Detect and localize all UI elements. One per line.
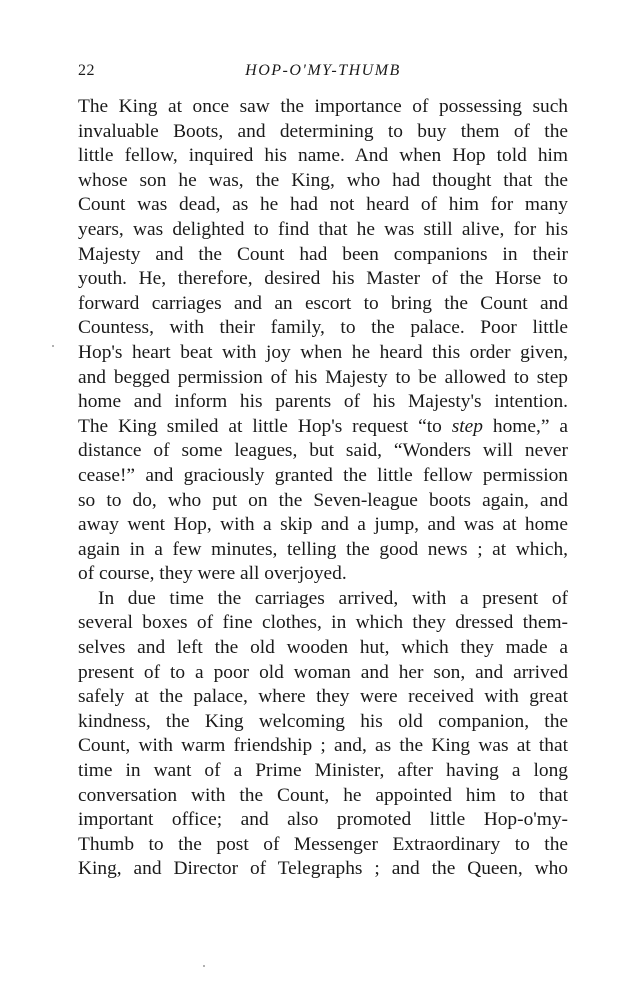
text-line: years, was delighted to find that he was still alive, for his (78, 218, 568, 240)
paragraph (78, 587, 568, 882)
text-line: conversation with the Count, he appointed him to that (78, 784, 568, 806)
text-line: safely at the palace, where they were received with great (78, 686, 568, 708)
text-line: of course, they were all overjoyed. (78, 563, 347, 585)
text-line: King, and Director of Telegraphs ; and the Queen, who (78, 858, 568, 880)
body-text (78, 95, 568, 882)
text-line: forward carriages and an escort to bring the Count and (78, 292, 568, 314)
text-line: Majesty and the Count had been companions in their (78, 243, 568, 265)
text-line: several boxes of fine clothes, in which they dressed them- (78, 612, 568, 634)
text-line: time in want of a Prime Minister, after having a long (78, 760, 568, 782)
text-segment: The King smiled at little Hop's request “to (78, 415, 452, 437)
text-line: selves and left the old wooden hut, which they made a (78, 637, 568, 659)
text-line: The King at once saw the importance of possessing such (78, 96, 568, 117)
text-line: whose son he was, the King, who had thought that the (78, 169, 568, 191)
text-line: again in a few minutes, telling the good news ; at which, (78, 538, 568, 560)
text-line: Thumb to the post of Messenger Extraordinary to the (78, 833, 568, 855)
text-line: kindness, the King welcoming his old companion, the (78, 710, 568, 732)
text-line: Count was dead, as he had not heard of him for many (78, 194, 568, 216)
print-speck (203, 965, 205, 967)
text-line: so to do, who put on the Seven-league boots again, and (78, 489, 568, 511)
text-line: youth. He, therefore, desired his Master of the Horse to (78, 268, 568, 290)
text-line: home and inform his parents of his Majesty's intention. (78, 391, 568, 413)
print-speck (52, 345, 54, 347)
text-line: In due time the carriages arrived, with a present of (98, 587, 568, 609)
text-line: away went Hop, with a skip and a jump, and was at home (78, 514, 568, 536)
text-line: present of to a poor old woman and her son, and arrived (78, 661, 568, 683)
text-line: and begged permission of his Majesty to be allowed to step (78, 366, 568, 388)
text-line: cease!” and graciously granted the little fellow permission (78, 464, 568, 486)
text-segment: home,” a (482, 415, 568, 437)
text-line (78, 415, 568, 440)
text-line: little fellow, inquired his name. And when Hop told him (78, 145, 568, 167)
text-line: Count, with warm friendship ; and, as the King was at that (78, 735, 568, 757)
paragraph (78, 95, 568, 587)
running-title: HOP-O'MY-THUMB (245, 62, 401, 79)
text-line: Countess, with their family, to the palace. Poor little (78, 317, 568, 339)
italic-word: step (451, 415, 483, 437)
page-header (78, 62, 568, 86)
text-line: important office; and also promoted little Hop-o'my- (78, 809, 568, 831)
text-line: Hop's heart beat with joy when he heard this order given, (78, 341, 568, 363)
text-line: invaluable Boots, and determining to buy them of the (78, 120, 568, 142)
page-number: 22 (78, 62, 95, 79)
text-line: distance of some leagues, but said, “Wonders will never (78, 440, 568, 462)
